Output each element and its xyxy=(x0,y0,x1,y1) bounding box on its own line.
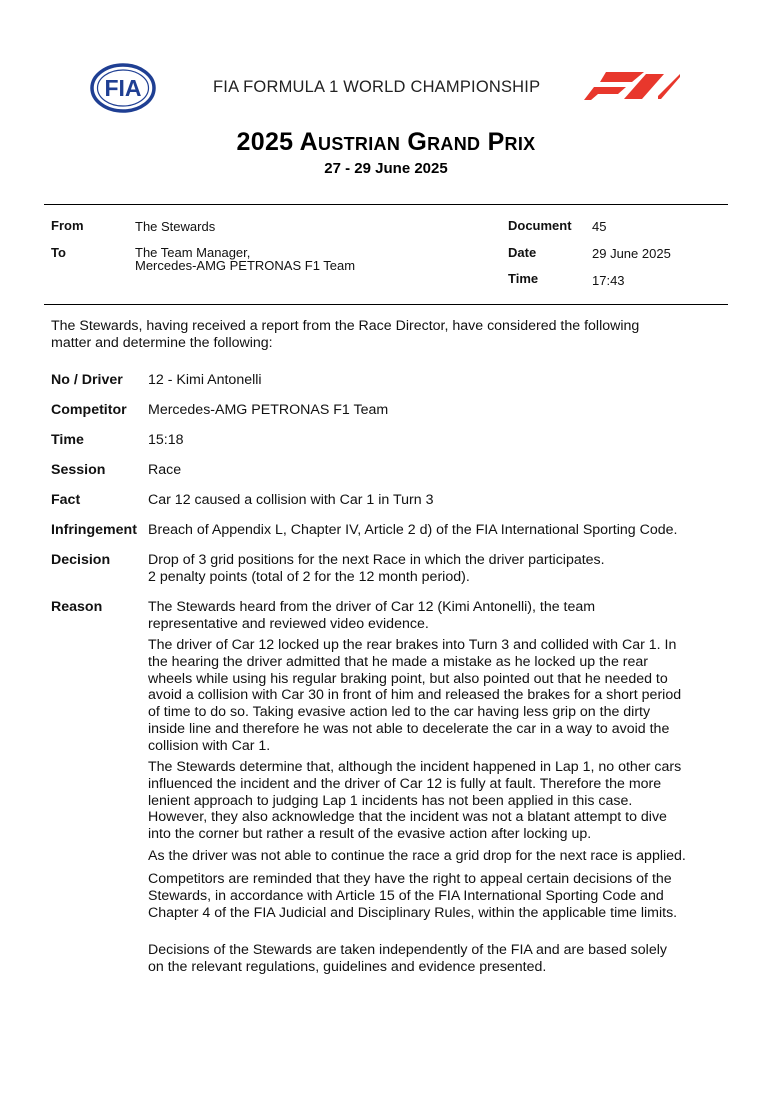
reason-line: influenced the incident and the driver of Car 12 is fully at fault. Therefore the more xyxy=(148,775,662,792)
bottom-divider xyxy=(44,304,728,305)
to-label: To xyxy=(51,245,66,260)
reason-label: Reason xyxy=(51,599,103,615)
session-value: Race xyxy=(148,462,182,478)
reason-line: The driver of Car 12 locked up the rear brakes into Turn 3 and collided with Car 1. In xyxy=(148,637,677,653)
incident-time-label: Time xyxy=(51,432,84,448)
to-line: The Team Manager, xyxy=(135,245,251,260)
reason-line: on the relevant regulations, guidelines and evidence presented. xyxy=(148,958,547,975)
competitor-value: Mercedes-AMG PETRONAS F1 Team xyxy=(148,402,389,418)
session-label: Session xyxy=(51,462,106,478)
independence-notice xyxy=(148,942,667,976)
event-dates: 27 - 29 June 2025 xyxy=(324,160,448,177)
date-label: Date xyxy=(508,245,537,260)
reason-line: lenient approach to judging Lap 1 incidents has not been applied in this case. xyxy=(148,792,633,809)
intro-line: matter and determine the following: xyxy=(51,335,273,351)
reason-line: Decisions of the Stewards are taken independently of the FIA and are based solely xyxy=(148,942,667,958)
reason-paragraph xyxy=(148,848,686,865)
reason-line: Chapter 4 of the FIA Judicial and Disciplinary Rules, within the applicable time limits. xyxy=(148,904,678,921)
reason-line: However, they also acknowledge that the incident was not a blatant attempt to dive xyxy=(148,809,667,826)
infringement-value: Breach of Appendix L, Chapter IV, Article 2 d) of the FIA International Sporting Code. xyxy=(148,522,678,538)
f1-logo xyxy=(584,72,680,100)
document-number: 45 xyxy=(592,219,607,234)
to-value xyxy=(135,246,355,272)
decision-label: Decision xyxy=(51,552,111,568)
reason-line: inside line and therefore he was not able to decelerate the car in a way to avoid the xyxy=(148,720,670,737)
fact-label: Fact xyxy=(51,492,81,508)
event-title: 2025 Austrian Grand Prix xyxy=(236,128,536,156)
time-label: Time xyxy=(508,271,539,286)
reason-line: Stewards, in accordance with Article 15 of the FIA International Sporting Code and xyxy=(148,887,664,904)
time-value: 17:43 xyxy=(592,273,625,288)
reason-line: collision with Car 1. xyxy=(148,737,271,754)
reason-paragraph xyxy=(148,759,681,843)
incident-time-value: 15:18 xyxy=(148,432,184,448)
intro-line: The Stewards, having received a report from the Race Director, have considered the following xyxy=(51,318,640,334)
fia-logo xyxy=(90,62,158,114)
reason-paragraph xyxy=(148,599,595,633)
fia-logo-text: FIA xyxy=(104,75,142,101)
to-line: Mercedes-AMG PETRONAS F1 Team xyxy=(135,258,356,273)
from-label: From xyxy=(51,218,84,233)
date-value: 29 June 2025 xyxy=(592,246,671,261)
reason-line: into the corner but rather a result of the evasive action after locking up. xyxy=(148,826,592,843)
championship-title: FIA FORMULA 1 WORLD CHAMPIONSHIP xyxy=(213,78,541,96)
reason-paragraph xyxy=(148,637,681,755)
reason-line: The Stewards determine that, although the incident happened in Lap 1, no other cars xyxy=(148,759,682,775)
intro-paragraph xyxy=(51,318,731,352)
decision-line: Drop of 3 grid positions for the next Race in which the driver participates. xyxy=(148,552,605,568)
decision-line: 2 penalty points (total of 2 for the 12 month period). xyxy=(148,568,470,585)
reason-line: As the driver was not able to continue the race a grid drop for the next race is applied. xyxy=(148,848,686,864)
top-divider xyxy=(44,204,728,205)
reason-line: Competitors are reminded that they have the right to appeal certain decisions of the xyxy=(148,871,672,887)
document-label: Document xyxy=(508,218,572,233)
driver-value: 12 - Kimi Antonelli xyxy=(148,372,262,388)
driver-label: No / Driver xyxy=(51,372,123,388)
decision-value xyxy=(148,552,605,586)
reason-line: the hearing the driver admitted that he made a mistake as he locked up the rear xyxy=(148,653,649,670)
reason-line: The Stewards heard from the driver of Car 12 (Kimi Antonelli), the team xyxy=(148,599,596,615)
from-value: The Stewards xyxy=(135,219,216,234)
reason-line: wheels while using his regular braking point, but also pointed out that he needed to xyxy=(148,670,668,687)
reason-line: representative and reviewed video evidence. xyxy=(148,615,429,632)
fact-value: Car 12 caused a collision with Car 1 in Turn 3 xyxy=(148,492,434,508)
competitor-label: Competitor xyxy=(51,402,127,418)
appeal-notice xyxy=(148,871,677,921)
reason-line: of time to do so. Taking evasive action led to the car having less grip on the dirty xyxy=(148,704,651,721)
reason-line: avoid a collision with Car 30 in front of him and released the brakes for a short period xyxy=(148,687,682,704)
infringement-label: Infringement xyxy=(51,522,137,538)
